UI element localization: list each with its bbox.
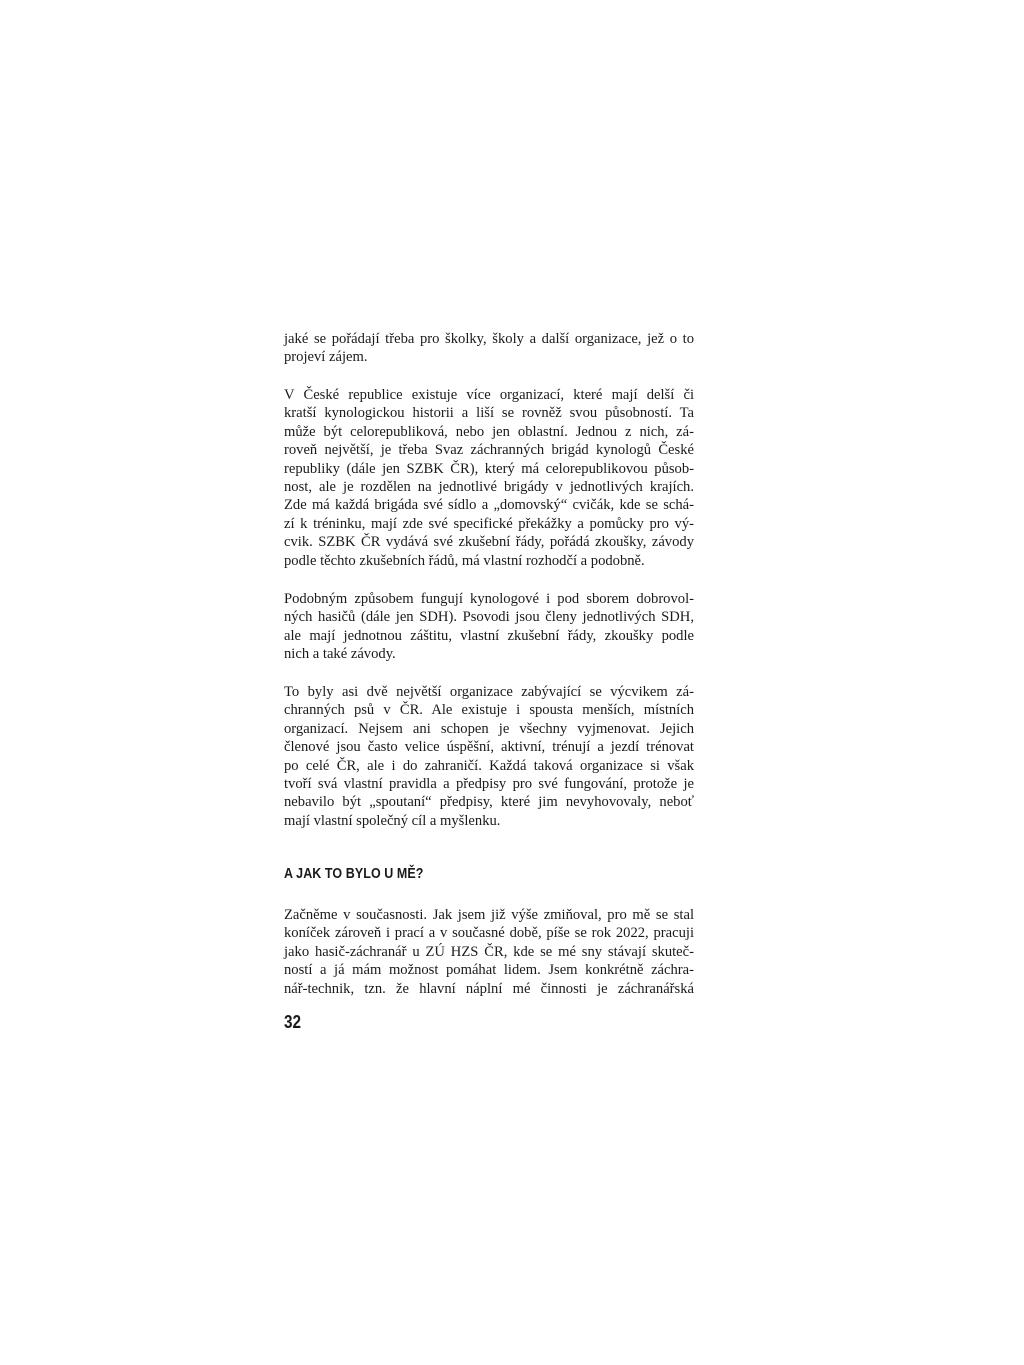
text-line: ale mají jednotnou záštitu, vlastní zkušební řády, zkoušky podle (284, 627, 694, 644)
text-line: cvik. SZBK ČR vydává své zkušební řády, pořádá zkoušky, závody (284, 534, 694, 551)
text-line: jako hasič-záchranář u ZÚ HZS ČR, kde se mé sny stávají skuteč- (284, 943, 694, 960)
text-line: ných hasičů (dále jen SDH). Psovodi jsou členy jednotlivých SDH, (284, 609, 694, 626)
text-line: mají vlastní společný cíl a myšlenku. (284, 812, 501, 829)
text-line: organizací. Nejsem ani schopen je všechny vyjmenovat. Jejich (284, 720, 694, 737)
text-line: Zde má každá brigáda své sídlo a „domovský“ cvičák, kde se schá- (284, 497, 694, 514)
text-line: nich a také závody. (284, 646, 396, 663)
paragraph-1 (284, 330, 694, 367)
text-line: Podobným způsobem fungují kynologové i pod sborem dobrovol- (284, 591, 694, 607)
text-line: nost, ale je rozdělen na jednotlivé brigády v jednotlivých krajích. (284, 479, 694, 496)
section-heading: A JAK TO BYLO U MĚ? (284, 866, 424, 882)
paragraph-4 (284, 683, 694, 830)
text-line: nebavilo být „spoutaní“ předpisy, které jim nevyhovovaly, neboť (284, 794, 694, 811)
text-line: ností a já mám možnost pomáhat lidem. Jsem konkrétně záchra- (284, 962, 694, 979)
page-number: 32 (284, 1012, 302, 1032)
paragraph-2 (284, 386, 694, 570)
text-line: nář-technik, tzn. že hlavní náplní mé činnosti je záchranářská (284, 980, 694, 997)
text-line: může být celorepubliková, nebo jen oblastní. Jednou z nich, zá- (284, 423, 694, 440)
text-line: kratší kynologickou historii a liší se rovněž svou působností. Ta (284, 405, 694, 422)
text-line: členové jsou často velice úspěšní, aktivní, trénují a jezdí trénovat (284, 739, 694, 756)
text-line: po celé ČR, ale i do zahraničí. Každá taková organizace si však (284, 757, 694, 774)
text-line: To byly asi dvě největší organizace zabývající se výcvikem zá- (284, 684, 694, 700)
text-line: koníček zároveň i prací a v současné době, píše se rok 2022, pracuji (284, 925, 694, 942)
text-line: projeví zájem. (284, 349, 368, 366)
text-line: tvoří svá vlastní pravidla a předpisy pro své fungování, protože je (284, 776, 694, 793)
text-line: jaké se pořádají třeba pro školky, školy a další organizace, jež o to (284, 331, 694, 347)
text-line: Začněme v současnosti. Jak jsem již výše zmiňoval, pro mě se stal (284, 907, 694, 923)
text-line: podle těchto zkušebních řádů, má vlastní rozhodčí a podobně. (284, 552, 645, 569)
paragraph-3 (284, 590, 694, 664)
text-line: zí k tréninku, mají zde své specifické překážky a pomůcky pro vý- (284, 515, 694, 532)
text-line: roveň největší, je třeba Svaz záchranných brigád kynologů České (284, 442, 694, 459)
paragraph-5 (284, 906, 694, 998)
text-line: V České republice existuje více organizací, které mají delší či (284, 387, 694, 403)
text-line: republiky (dále jen SZBK ČR), který má celorepublikovou působ- (284, 460, 694, 477)
text-line: chranných psů v ČR. Ale existuje i spousta menších, místních (284, 702, 694, 719)
